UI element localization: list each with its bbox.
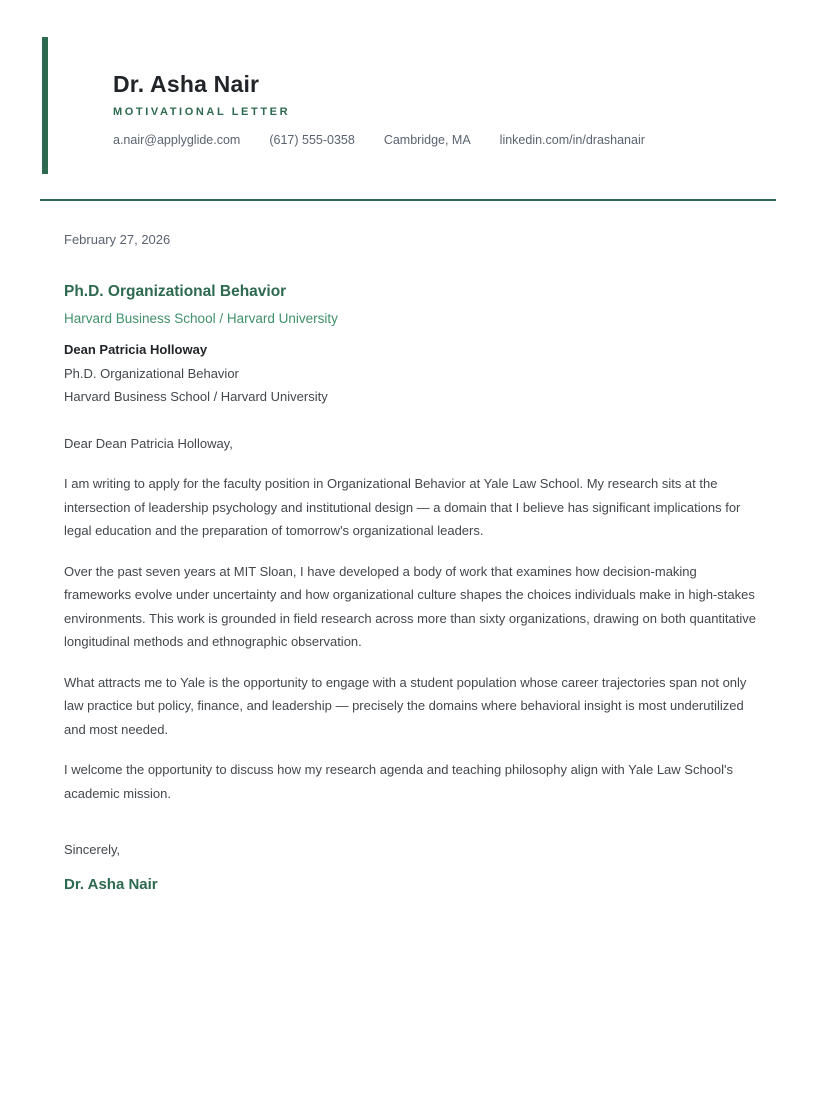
paragraph-4: I welcome the opportunity to discuss how my research agenda and teaching philosophy align with Yale Law School's academic mission. [64,762,734,801]
paragraph-2: Over the past seven years at MIT Sloan, I have developed a body of work that examines how decision-making frameworks evolve under uncertainty and how organizational culture shapes the choices individuals make in high-stakes environments. This work is grounded in field research across more than sixty organizations, drawing on both quantitative longitudinal methods and ethnographic observation. [64,563,757,649]
document-type-label: MOTIVATIONAL LETTER [113,106,291,118]
salutation: Dear Dean Patricia Holloway, [64,435,233,451]
position-title: Ph.D. Organizational Behavior [64,283,287,300]
letter-date: February 27, 2026 [64,232,171,247]
header-divider [40,199,776,201]
recipient-role: Ph.D. Organizational Behavior [64,365,239,381]
letter-body [0,231,816,894]
contact-phone: (617) 555-0358 [269,133,355,147]
contact-location: Cambridge, MA [383,133,471,147]
author-name: Dr. Asha Nair [113,71,260,97]
contact-email: a.nair@applyglide.com [113,133,241,147]
closing: Sincerely, [64,842,121,857]
letter-header [42,37,776,174]
recipient-affiliation: Harvard Business School / Harvard University [64,389,328,404]
position-institution: Harvard Business School / Harvard University [64,311,338,326]
recipient-block [64,338,756,409]
signature-name: Dr. Asha Nair [64,875,158,893]
contact-linkedin: linkedin.com/in/drashanair [499,133,645,147]
paragraph-3: What attracts me to Yale is the opportunity to engage with a student population whose career trajectories span not only law practice but policy, finance, and leadership — precisely the domains where behavioral insight is most underutilized and most needed. [64,674,747,737]
recipient-name: Dean Patricia Holloway [64,342,208,357]
paragraph-1: I am writing to apply for the faculty position in Organizational Behavior at Yale Law School. My research sits at the intersection of leadership psychology and institutional design — a domain that I believe has significant implications for legal education and the preparation of tomorrow's organizational leaders. [64,476,741,538]
contact-row [113,132,776,148]
